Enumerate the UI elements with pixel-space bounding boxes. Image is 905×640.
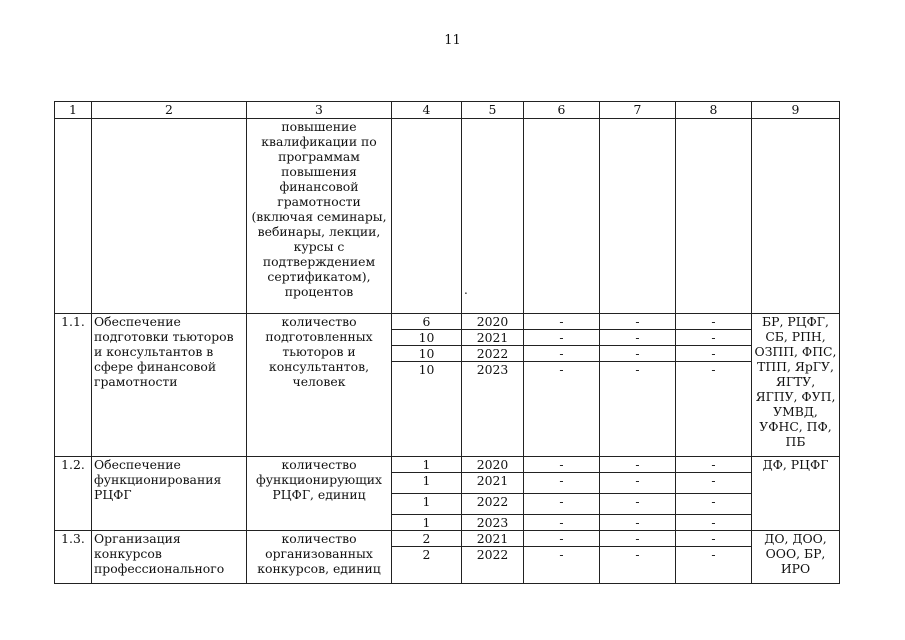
year-cell: 2021 — [462, 531, 524, 547]
activity-name: Обеспечение подготовки тьюторов и консультантов в сфере финансовой грамотности — [92, 314, 247, 457]
year-cell: 2022 — [462, 547, 524, 584]
target-value: 1 — [392, 515, 462, 531]
row-number — [55, 119, 92, 314]
table-row — [55, 119, 840, 314]
activity-name: Обеспечение функционирования РЦФГ — [92, 457, 247, 531]
indicator-text: количество организованных конкурсов, единиц — [247, 531, 392, 584]
dash-cell: - — [600, 515, 676, 531]
header-cell-8: 8 — [676, 102, 752, 119]
year-cell: 2021 — [462, 330, 524, 346]
row-number: 1.2. — [55, 457, 92, 531]
indicator-text: количество подготовленных тьюторов и консультантов, человек — [247, 314, 392, 457]
year-cell: 2021 — [462, 473, 524, 494]
dash-cell: - — [524, 494, 600, 515]
target-value: 10 — [392, 346, 462, 362]
target-value: 1 — [392, 457, 462, 473]
target-value: 1 — [392, 473, 462, 494]
dash-cell: - — [600, 330, 676, 346]
header-cell-2: 2 — [92, 102, 247, 119]
target-value: 2 — [392, 531, 462, 547]
dash-cell: - — [676, 515, 752, 531]
plan-table — [54, 101, 840, 584]
cell-empty — [462, 119, 524, 314]
row-number: 1.1. — [55, 314, 92, 457]
year-cell: 2020 — [462, 457, 524, 473]
dash-cell: - — [676, 531, 752, 547]
target-value: 10 — [392, 330, 462, 346]
dash-cell: - — [524, 515, 600, 531]
executors-text: БР, РЦФГ, СБ, РПН, ОЗПП, ФПС, ТПП, ЯрГУ, ЯГТУ, ЯГПУ, ФУП, УМВД, УФНС, ПФ, ПБ — [752, 314, 840, 457]
header-cell-7: 7 — [600, 102, 676, 119]
dash-cell: - — [600, 494, 676, 515]
dash-cell: - — [676, 330, 752, 346]
executors-text: ДО, ДОО, ООО, БР, ИРО — [752, 531, 840, 584]
header-cell-5: 5 — [462, 102, 524, 119]
year-cell: 2022 — [462, 346, 524, 362]
header-row — [55, 102, 840, 119]
header-cell-1: 1 — [55, 102, 92, 119]
cell-empty — [524, 119, 600, 314]
dash-cell: - — [524, 362, 600, 457]
dash-cell: - — [676, 362, 752, 457]
page-number: 11 — [444, 33, 461, 48]
cell-empty — [392, 119, 462, 314]
year-cell: 2023 — [462, 515, 524, 531]
dash-cell: - — [600, 531, 676, 547]
cell-empty — [676, 119, 752, 314]
header-cell-3: 3 — [247, 102, 392, 119]
year-cell: 2020 — [462, 314, 524, 330]
indicator-text: повышение квалификации по программам повышения финансовой грамотности (включая семинары, вебинары, лекции, курсы с подтверждением сертификатом), процентов — [247, 119, 392, 314]
dash-cell: - — [676, 547, 752, 584]
target-value: 2 — [392, 547, 462, 584]
dash-cell: - — [524, 457, 600, 473]
executors-text: ДФ, РЦФГ — [752, 457, 840, 531]
year-cell: 2022 — [462, 494, 524, 515]
dash-cell: - — [676, 346, 752, 362]
stray-mark: . — [464, 283, 468, 297]
dash-cell: - — [676, 494, 752, 515]
indicator-text: количество функционирующих РЦФГ, единиц — [247, 457, 392, 531]
dash-cell: - — [676, 473, 752, 494]
activity-name — [92, 119, 247, 314]
dash-cell: - — [676, 314, 752, 330]
dash-cell: - — [600, 362, 676, 457]
dash-cell: - — [524, 346, 600, 362]
dash-cell: - — [600, 473, 676, 494]
dash-cell: - — [524, 473, 600, 494]
dash-cell: - — [600, 457, 676, 473]
dash-cell: - — [524, 547, 600, 584]
table-row — [55, 314, 840, 330]
target-value: 10 — [392, 362, 462, 457]
header-cell-4: 4 — [392, 102, 462, 119]
dash-cell: - — [600, 314, 676, 330]
dash-cell: - — [524, 531, 600, 547]
year-cell: 2023 — [462, 362, 524, 457]
target-value: 6 — [392, 314, 462, 330]
activity-name: Организация конкурсов профессионального — [92, 531, 247, 584]
dash-cell: - — [600, 547, 676, 584]
dash-cell: - — [676, 457, 752, 473]
dash-cell: - — [600, 346, 676, 362]
target-value: 1 — [392, 494, 462, 515]
dash-cell: - — [524, 314, 600, 330]
row-number: 1.3. — [55, 531, 92, 584]
dash-cell: - — [524, 330, 600, 346]
header-cell-6: 6 — [524, 102, 600, 119]
header-cell-9: 9 — [752, 102, 840, 119]
table-row — [55, 531, 840, 547]
table-row — [55, 457, 840, 473]
cell-empty — [752, 119, 840, 314]
cell-empty — [600, 119, 676, 314]
